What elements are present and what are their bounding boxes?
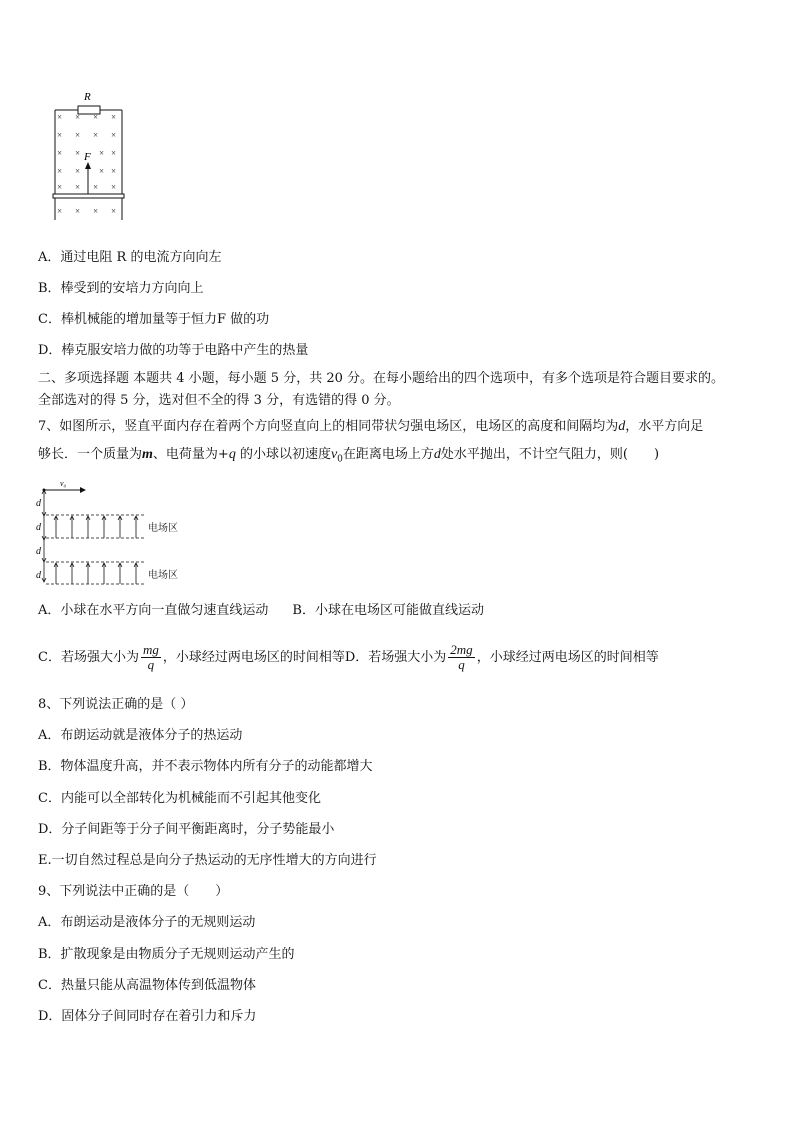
fraction-mg-over-q: $\frac{mg}{q}$ [142,642,159,672]
q8-option-a: A．布朗运动就是液体分子的热运动 [38,728,243,743]
fraction-2mg-over-q: $\frac{2mg}{q}$ [450,642,473,672]
q9-option-c: C．热量只能从高温物体传到低温物体 [38,978,256,993]
q6-option-b: B．棒受到的安培力方向向上 [38,281,204,296]
field-zones-figure [34,478,204,588]
svg-text:×: × [99,166,105,176]
field-marks [57,112,116,216]
svg-text:×: × [93,182,99,192]
svg-text:×: × [57,112,63,122]
q7-stem-line2: 够长．一个质量为m、电荷量为+q 的小球以初速度$v_0$在距离电场上方d处水平抛出，不计空气阻力，则( ) [38,447,660,465]
svg-text:d: d [36,498,41,509]
q7-option-b: B．小球在电场区可能做直线运动 [292,603,484,618]
svg-text:×: × [57,166,63,176]
field-zone-1 [46,515,144,538]
q6-option-a: A．通过电阻 R 的电流方向向左 [38,250,222,265]
svg-text:×: × [75,206,81,216]
svg-text:×: × [99,148,105,158]
resistor-label: R [84,91,91,103]
q8-option-c: C．内能可以全部转化为机械能而不引起其他变化 [38,791,321,806]
svg-text:×: × [111,166,117,176]
q6-option-c: C．棒机械能的增加量等于恒力F 做的功 [38,312,270,327]
svg-text:×: × [75,148,81,158]
section2-heading-line2: 全部选对的得 5 分，选对但不全的得 3 分，有选错的得 0 分。 [38,393,400,408]
svg-text:d: d [36,522,41,533]
q9-option-d: D．固体分子间同时存在着引力和斥力 [38,1009,257,1024]
q7-option-a: A．小球在水平方向一直做匀速直线运动 [38,603,269,618]
q7-option-d: D．若场强大小为 $\frac{2mg}{q}$ ，小球经过两电场区的时间相等 [344,642,659,672]
svg-text:×: × [93,112,99,122]
svg-text:×: × [111,130,117,140]
svg-text:×: × [111,112,117,122]
q7-option-c: C．若场强大小为 $\frac{mg}{q}$ ，小球经过两电场区的时间相等 [38,642,345,672]
q9-stem: 9、下列说法中正确的是（ ） [38,884,229,899]
q6-option-d: D．棒克服安培力做的功等于电路中产生的热量 [38,343,309,358]
q9-option-b: B．扩散现象是由物质分子无规则运动产生的 [38,947,295,962]
svg-text:×: × [57,182,63,192]
force-arrow-head [85,162,91,169]
svg-text:×: × [93,130,99,140]
q7-stem-line1: 7、如图所示，竖直平面内存在着两个方向竖直向上的相同带状匀强电场区，电场区的高度和间隔均为d，水平方向足 [38,419,704,434]
section2-heading-line1: 二、多项选择题 本题共 4 小题，每小题 5 分，共 20 分。在每小题给出的四个选项中，有多个选项是符合题目要求的。 [38,371,725,386]
svg-text:×: × [111,182,117,192]
q8-option-b: B．物体温度升高，并不表示物体内所有分子的动能都增大 [38,759,373,774]
v0-label: v₀ [60,479,67,488]
svg-text:d: d [36,570,41,581]
v0-arrow-head [80,487,86,493]
field-zone-label-2: 电场区 [148,570,178,581]
q8-stem: 8、下列说法正确的是（ ） [38,697,194,712]
svg-text:×: × [93,206,99,216]
q7-options-cd [38,638,659,678]
field-zone-2 [46,562,144,584]
conducting-rod [53,194,124,198]
svg-text:×: × [57,206,63,216]
svg-text:×: × [57,130,63,140]
svg-text:×: × [75,130,81,140]
svg-text:×: × [75,182,81,192]
q7-options-ab [38,602,484,620]
field-zone-label-1: 电场区 [148,523,178,534]
q8-option-d: D．分子间距等于分子间平衡距离时，分子势能最小 [38,822,335,837]
svg-text:×: × [111,148,117,158]
d-labels [36,498,42,581]
height-markers [42,490,46,582]
q8-option-e: E.一切自然过程总是向分子热运动的无序性增大的方向进行 [38,853,377,868]
svg-text:×: × [111,206,117,216]
svg-text:×: × [75,166,81,176]
rod-field-figure [48,86,132,222]
force-label: F [84,151,91,163]
svg-text:×: × [75,112,81,122]
q9-option-a: A．布朗运动是液体分子的无规则运动 [38,915,256,930]
svg-text:×: × [57,148,63,158]
svg-text:d: d [36,546,41,557]
